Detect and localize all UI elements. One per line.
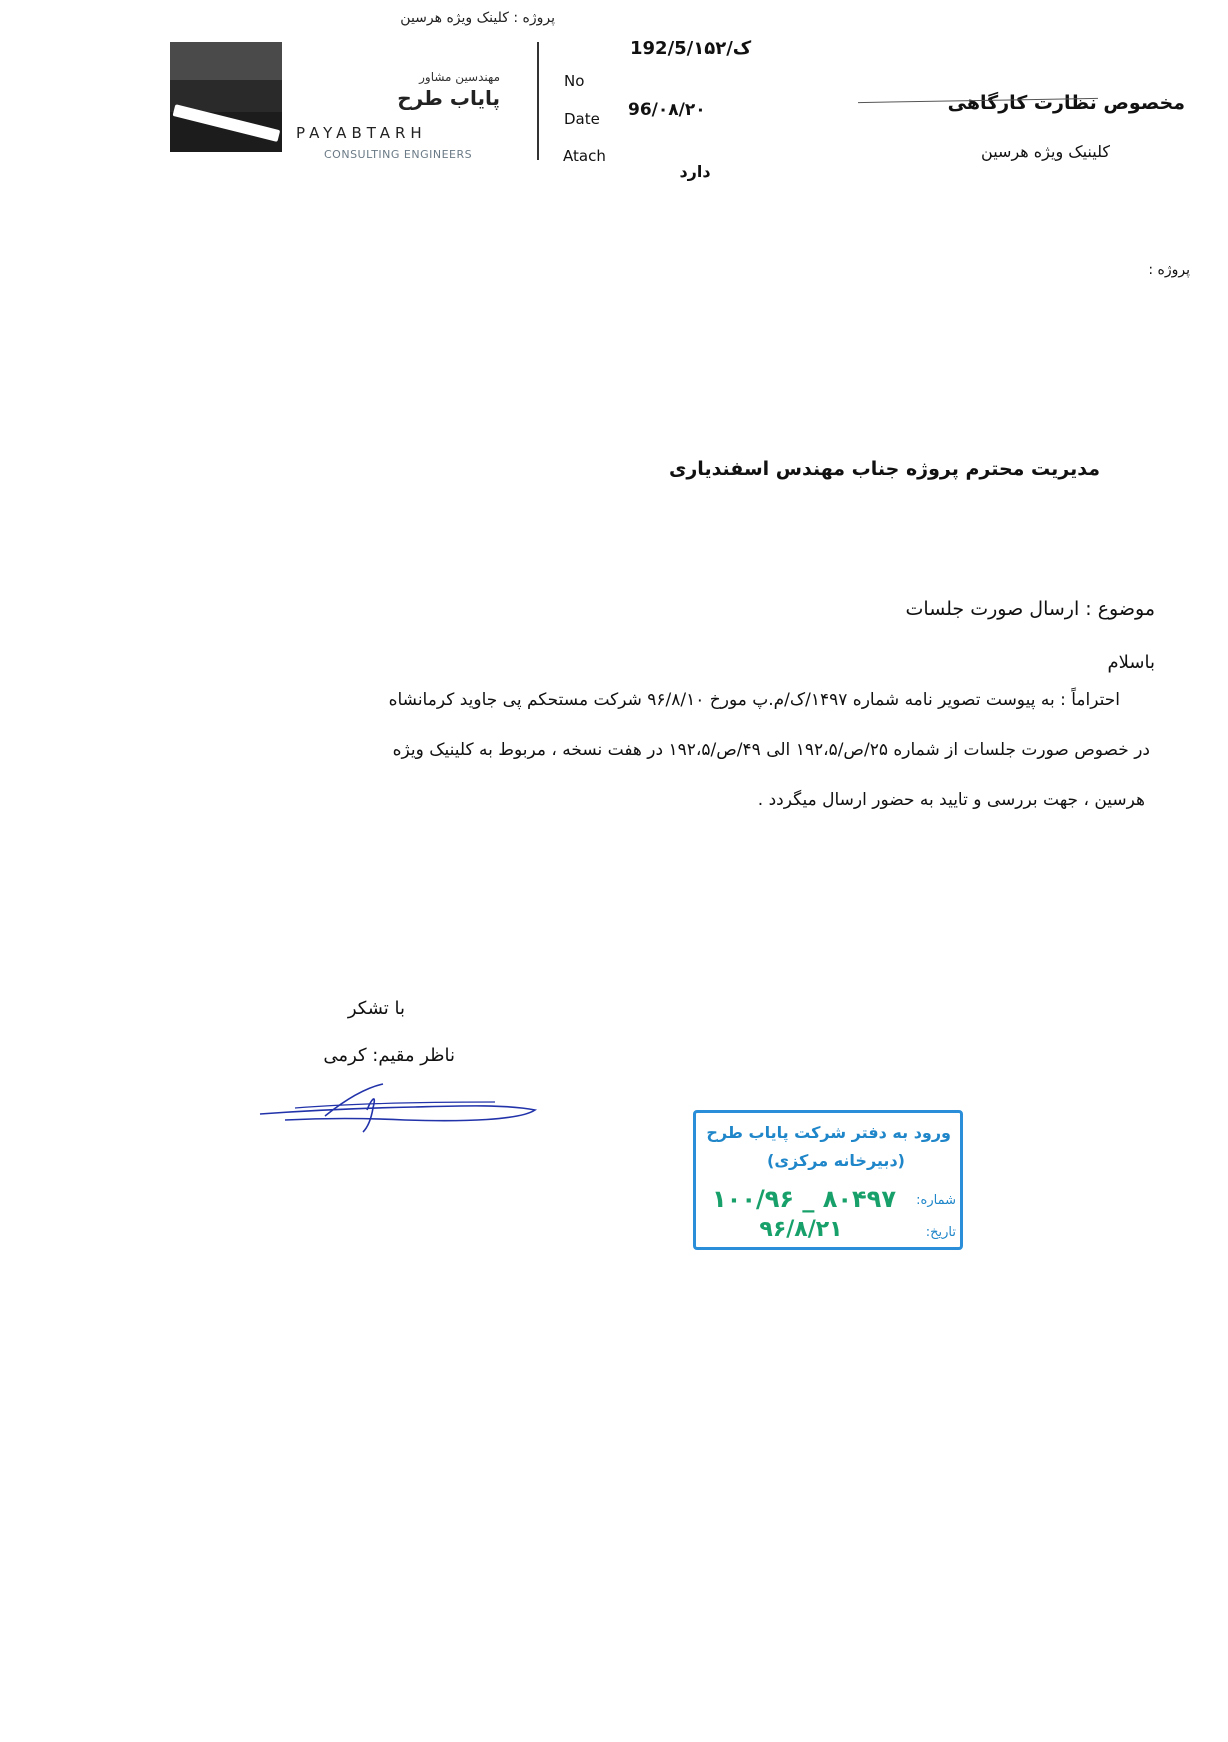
meta-date-value: 96/۰۸/۲۰ (628, 100, 706, 120)
stamp-date-value: ۹۶/۸/۲۱ (759, 1217, 843, 1242)
stamp-title: ورود به دفتر شرکت پایاب طرح (706, 1123, 951, 1142)
letter-paragraph-line: در خصوص صورت جلسات از شماره ۲۵/ص/۱۹۲،۵ الی ۴۹/ص/۱۹۲،۵ در هفت نسخه ، مربوط به کلینیک ویژه (392, 740, 1150, 760)
meta-number-label: No (564, 72, 585, 90)
letter-paragraph-line: هرسین ، جهت بررسی و تایید به حضور ارسال میگردد . (757, 790, 1145, 810)
meta-attach-value: دارد (679, 162, 711, 181)
header-project-note: پروژه : کلینک ویژه هرسین (400, 10, 555, 26)
stamp-number-value: ۱۰۰/۹۶ _ ۸۰۴۹۷ (712, 1185, 896, 1213)
logo-title-en: PAYABTARH (296, 124, 427, 142)
meta-attach-label: Atach (563, 147, 606, 165)
header-divider (537, 42, 539, 160)
logo-title-fa: پایاب طرح (397, 86, 500, 110)
letter-paragraph-line: احتراماً : به پیوست تصویر نامه شماره ۱۴۹۷/ک/م.پ مورخ ۹۶/۸/۱۰ شرکت مستحکم پی جاوید کرمانشاه (388, 690, 1120, 710)
closing-thanks: با تشکر (347, 998, 405, 1019)
registration-stamp (693, 1110, 963, 1250)
signature-icon (255, 1080, 540, 1135)
logo-subtitle-fa: مهندسین مشاور (419, 70, 500, 84)
letter-greeting: باسلام (1107, 652, 1155, 673)
stamp-date-label: تاریخ: (925, 1225, 956, 1240)
header-right-title: مخصوص نظارت کارگاهی (947, 92, 1185, 114)
stamp-number-label: شماره: (916, 1193, 956, 1208)
meta-number-value: 192/5/ک/۱۵۲ (630, 38, 752, 59)
closing-signatory: ناظر مقیم: کرمی (323, 1045, 455, 1066)
letter-recipient: مدیریت محترم پروژه جناب مهندس اسفندیاری (668, 458, 1100, 480)
logo-subtitle-en: CONSULTING ENGINEERS (324, 148, 473, 161)
header-right-subtitle: کلینیک ویژه هرسین (981, 142, 1110, 161)
project-label: پروژه : (1148, 262, 1190, 278)
company-logo-icon (170, 42, 282, 152)
stamp-subtitle: (دبیرخانه مرکزی) (767, 1151, 905, 1170)
meta-date-label: Date (564, 110, 600, 128)
letter-subject: موضوع : ارسال صورت جلسات (905, 598, 1155, 620)
